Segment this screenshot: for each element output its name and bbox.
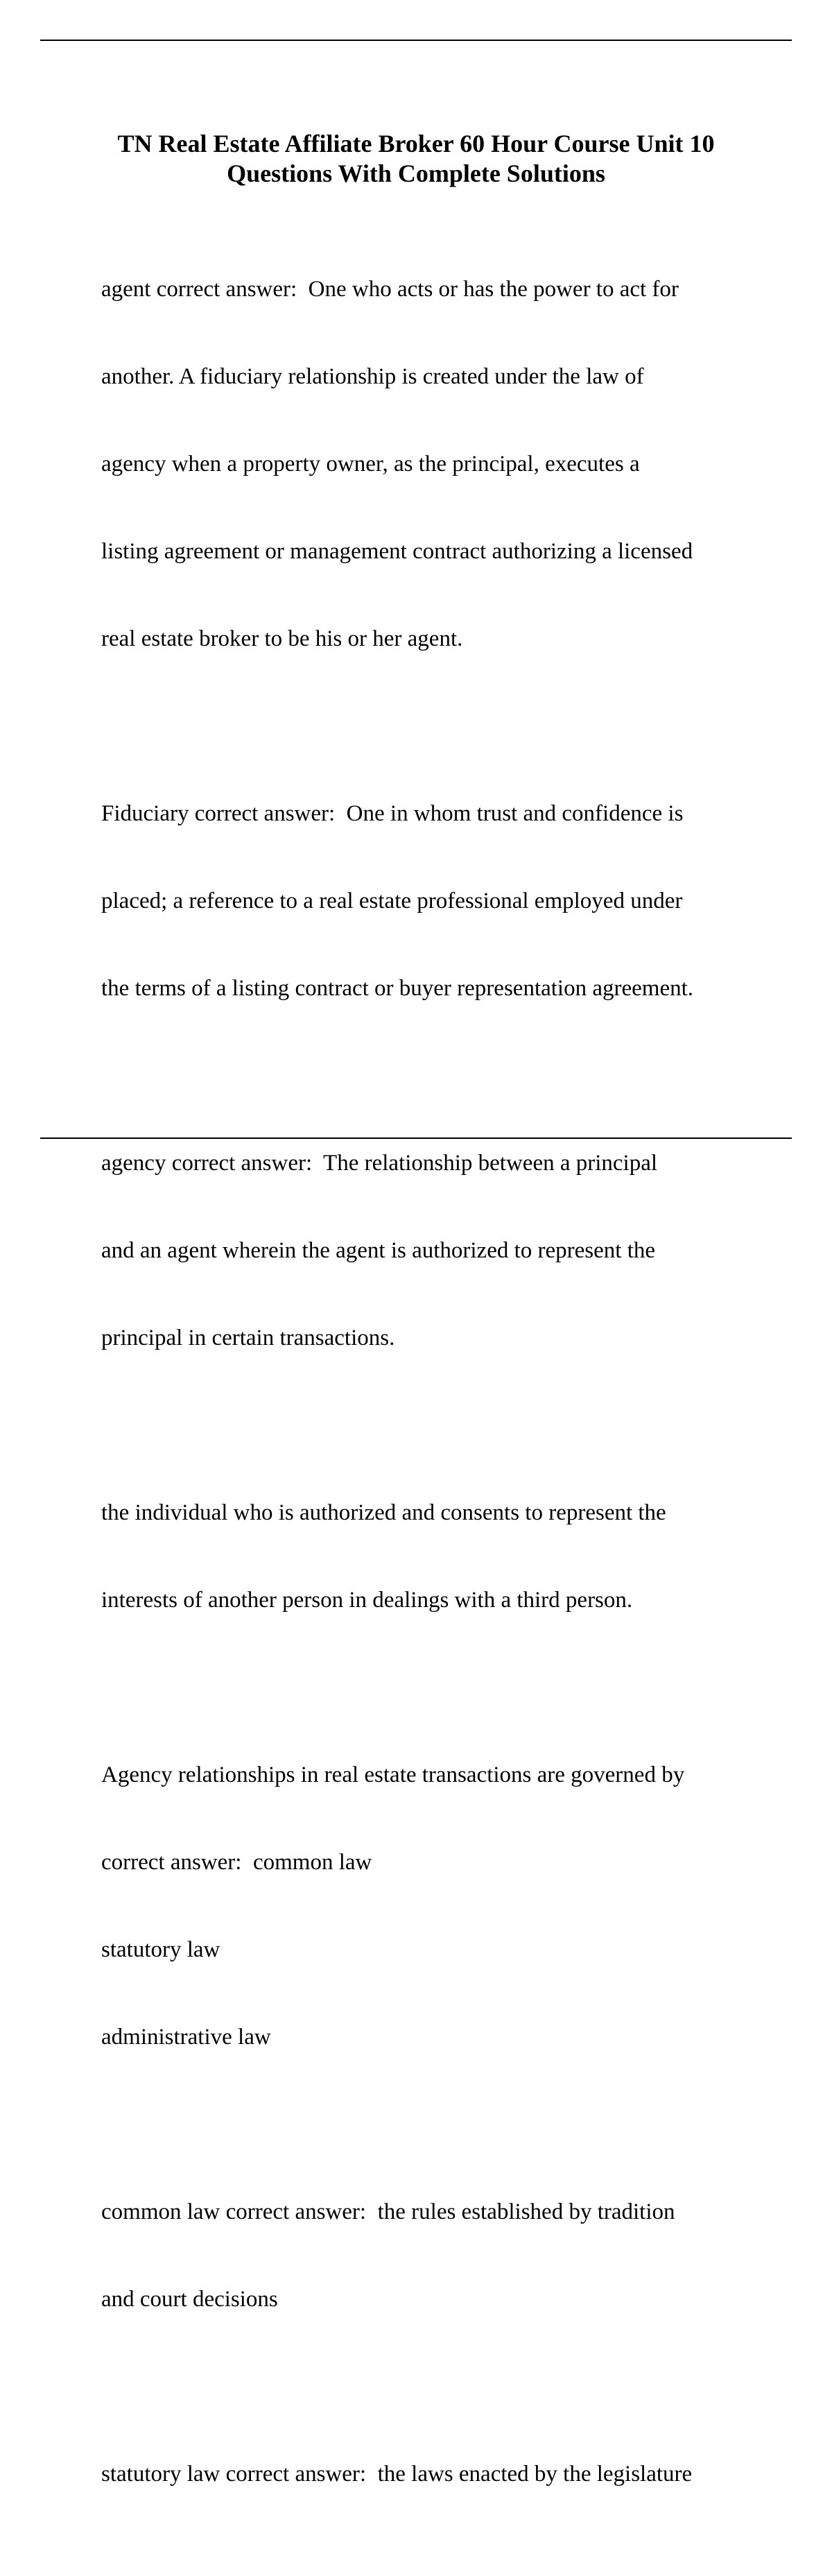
qa-line: listing agreement or management contract authorizing a licensed (101, 539, 693, 564)
qa-line: interests of another person in dealings with a third person. (101, 1588, 633, 1613)
qa-line: administrative law (101, 2025, 271, 2050)
title-line-1: TN Real Estate Affiliate Broker 60 Hour Course Unit 10 (117, 130, 715, 157)
page-title (104, 129, 728, 189)
top-rule (40, 40, 792, 41)
qa-entry-fiduciary (101, 741, 767, 1061)
qa-line: and an agent wherein the agent is authorized to represent the (101, 1238, 656, 1263)
qa-line: placed; a reference to a real estate professional employed under (101, 888, 683, 913)
title-line-2: Questions With Complete Solutions (227, 160, 605, 187)
qa-line: agency correct answer: The relationship between a principal (101, 1151, 658, 1176)
qa-line: correct answer: common law (101, 1850, 372, 1875)
qa-line: the terms of a listing contract or buyer representation agreement. (101, 976, 694, 1001)
qa-line: agency when a property owner, as the principal, executes a (101, 452, 640, 476)
qa-entry-agency-relationships (101, 1702, 767, 2110)
qa-line: agent correct answer: One who acts or has the power to act for (101, 277, 679, 302)
qa-line: statutory law correct answer: the laws enacted by the legislature (101, 2462, 693, 2487)
qa-entry-common-law (101, 2139, 767, 2372)
qa-line: and court decisions (101, 2287, 278, 2312)
qa-line: Agency relationships in real estate transactions are governed by (101, 1762, 685, 1787)
qa-line: principal in certain transactions. (101, 1325, 395, 1350)
bottom-rule (40, 1137, 792, 1139)
qa-line: statutory law (101, 1937, 220, 1962)
qa-line: another. A fiduciary relationship is created under the law of (101, 364, 644, 389)
qa-line: common law correct answer: the rules established by tradition (101, 2199, 675, 2224)
qa-entry-individual (101, 1440, 767, 1673)
qa-line: real estate broker to be his or her agent. (101, 626, 463, 651)
qa-content (101, 216, 767, 2576)
qa-line: the individual who is authorized and consents to represent the (101, 1500, 666, 1525)
qa-line: Fiduciary correct answer: One in whom trust and confidence is (101, 801, 684, 826)
qa-entry-agent (101, 216, 767, 712)
qa-entry-statutory-law (101, 2401, 767, 2547)
